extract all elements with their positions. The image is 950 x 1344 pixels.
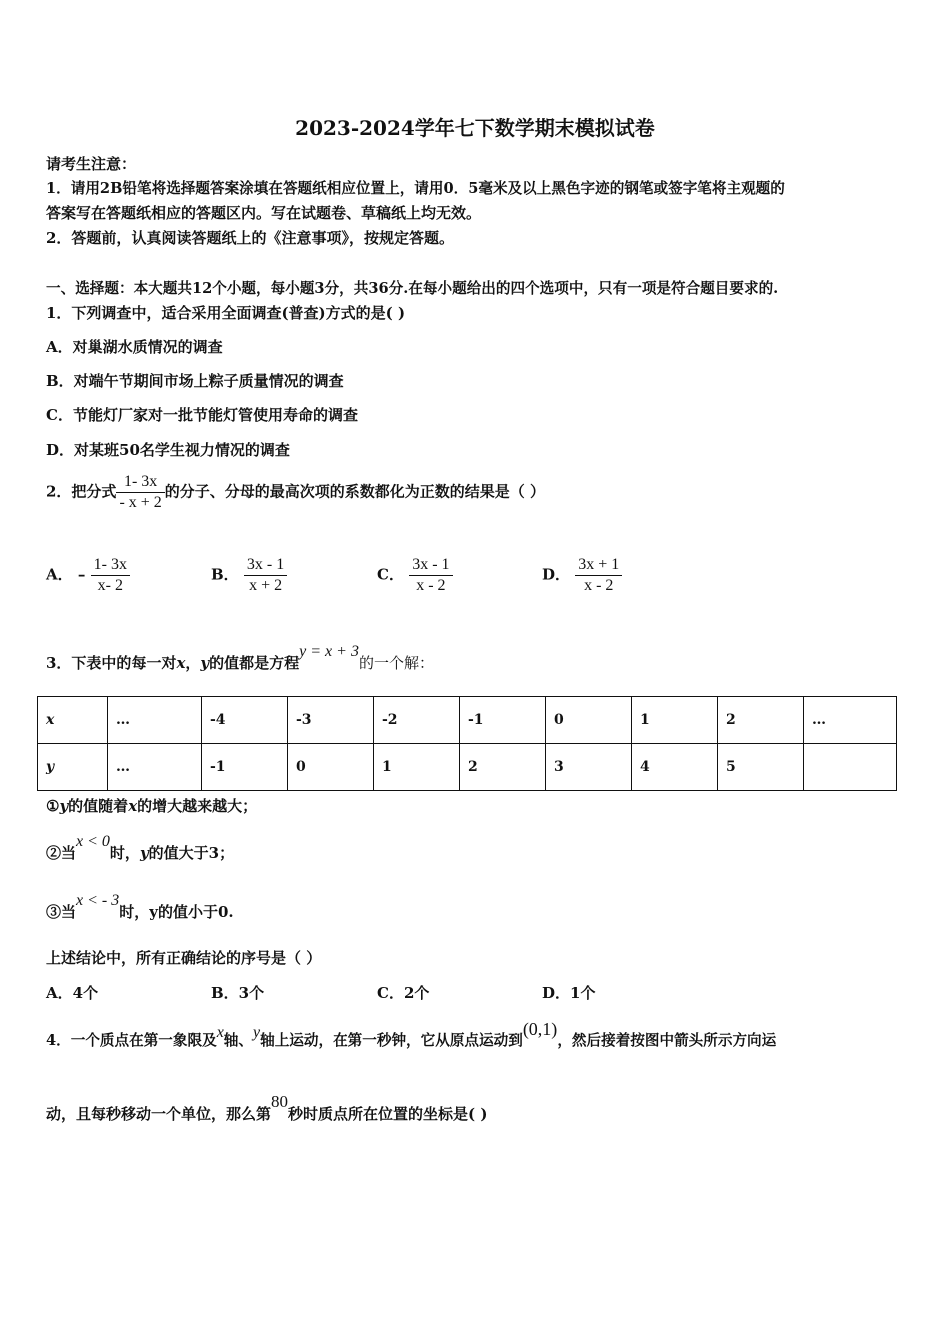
notice-line-3: 2．答题前，认真阅读答题纸上的《注意事项》，按规定答题。 bbox=[46, 229, 454, 247]
q4-axis-2: 轴上运动，在第一秒钟，它从原点运动到 bbox=[260, 1032, 523, 1049]
q3-statement-1 bbox=[46, 795, 257, 816]
table-cell bbox=[804, 744, 897, 791]
table-cell: 1 bbox=[632, 697, 718, 744]
q4-stem-pre: 4．一个质点在第一象限及 bbox=[46, 1032, 217, 1049]
q3-option-b: B．3个 bbox=[211, 984, 265, 1002]
q2-option-c-numerator: 3x - 1 bbox=[412, 556, 450, 573]
q3-statement-2-post: 的值大于3； bbox=[148, 844, 235, 862]
q3-statement-3-post: 时，y的值小于0. bbox=[119, 903, 234, 921]
q4-line-2-post: 秒时质点所在位置的坐标是( ) bbox=[288, 1105, 488, 1123]
q3-stem-pre: 3．下表中的每一对 bbox=[46, 654, 177, 672]
q1-option-b: B．对端午节期间市场上粽子质量情况的调查 bbox=[46, 372, 344, 390]
q4-stem-line-1 bbox=[46, 1019, 777, 1050]
q2-option-b bbox=[211, 555, 287, 596]
page-title: 2023-2024学年七下数学期末模拟试卷 bbox=[295, 116, 655, 140]
table-cell: 5 bbox=[718, 744, 804, 791]
table-cell: 0 bbox=[546, 697, 632, 744]
q2-option-d bbox=[542, 555, 622, 596]
q2-option-c bbox=[377, 555, 453, 596]
q4-x: x bbox=[216, 1024, 224, 1041]
q2-option-b-fraction bbox=[244, 555, 287, 596]
q2-option-c-label: C． bbox=[377, 565, 404, 584]
q2-option-c-fraction bbox=[409, 555, 452, 596]
q2-option-d-denominator: x - 2 bbox=[575, 575, 622, 596]
q3-var-x: x bbox=[176, 654, 186, 672]
table-cell: 1 bbox=[374, 744, 460, 791]
q2-option-a-denominator: x- 2 bbox=[91, 575, 130, 596]
table-cell: … bbox=[108, 697, 202, 744]
table-cell: -2 bbox=[374, 697, 460, 744]
q1-option-a: A．对巢湖水质情况的调查 bbox=[46, 338, 223, 356]
table-cell: 2 bbox=[460, 744, 546, 791]
table-cell: … bbox=[804, 697, 897, 744]
table-cell: x bbox=[38, 697, 108, 744]
q4-stem-line-2 bbox=[46, 1092, 488, 1124]
q3-statement-2-mid: 时， bbox=[109, 844, 140, 862]
q4-point: (0,1) bbox=[522, 1019, 558, 1039]
q1-option-c: C．节能灯厂家对一批节能灯管使用寿命的调查 bbox=[46, 406, 358, 424]
q3-statement-3 bbox=[46, 892, 234, 922]
q4-y: y bbox=[253, 1024, 261, 1041]
q1-option-d: D．对某班50名学生视力情况的调查 bbox=[46, 441, 290, 459]
q3-statement-3-pre: ③当 bbox=[46, 903, 77, 921]
q3-statement-1-post: 的增大越来越大； bbox=[137, 797, 258, 815]
q2-option-a-label: A． bbox=[46, 565, 73, 584]
q3-statement-1-number: ① bbox=[46, 797, 60, 815]
table-cell: 0 bbox=[288, 744, 374, 791]
table-cell: … bbox=[108, 744, 202, 791]
table-cell: 3 bbox=[546, 744, 632, 791]
table-cell: 4 bbox=[632, 744, 718, 791]
q2-stem-pre: 2．把分式 bbox=[46, 482, 117, 501]
q3-value-table bbox=[37, 696, 897, 791]
q2-option-d-fraction bbox=[575, 555, 622, 596]
table-cell: -4 bbox=[202, 697, 288, 744]
q3-stem bbox=[46, 643, 434, 673]
table-cell: -3 bbox=[288, 697, 374, 744]
q3-statement-1-x: x bbox=[128, 797, 138, 815]
q3-stem-mid: 的值都是方程 bbox=[209, 654, 300, 672]
q2-fraction bbox=[116, 472, 164, 513]
q2-option-a-sign: – bbox=[77, 565, 86, 584]
table-cell: -1 bbox=[460, 697, 546, 744]
q3-var-y: y bbox=[200, 654, 210, 672]
notice-line-2: 答案写在答题纸相应的答题区内。写在试题卷、草稿纸上均无效。 bbox=[46, 204, 482, 222]
q2-option-a-numerator: 1- 3x bbox=[93, 556, 127, 573]
q3-option-d: D．1个 bbox=[542, 984, 596, 1002]
q3-comma: ， bbox=[185, 654, 201, 672]
q2-stem bbox=[46, 472, 545, 513]
q2-stem-post: 的分子、分母的最高次项的系数都化为正数的结果是（ ） bbox=[164, 482, 546, 501]
q3-equation: y = x + 3 bbox=[299, 643, 359, 660]
q2-option-b-numerator: 3x - 1 bbox=[246, 556, 285, 573]
table-row-y bbox=[38, 744, 897, 791]
q3-stem-post: 的一个解： bbox=[358, 654, 434, 672]
notice-header: 请考生注意： bbox=[46, 155, 137, 173]
q2-option-a-fraction bbox=[91, 555, 130, 596]
q3-question: 上述结论中，所有正确结论的序号是（ ） bbox=[46, 949, 322, 967]
section-1-header: 一、选择题：本大题共12个小题，每小题3分，共36分.在每小题给出的四个选项中，只有一项是符合题目要求的. bbox=[46, 280, 779, 297]
table-cell: 2 bbox=[718, 697, 804, 744]
q2-option-b-denominator: x + 2 bbox=[244, 575, 287, 596]
q2-option-d-label: D． bbox=[542, 565, 571, 584]
q3-option-c: C．2个 bbox=[377, 984, 430, 1002]
q3-statement-1-mid: 的值随着 bbox=[68, 797, 129, 815]
q4-axis-1: 轴、 bbox=[223, 1032, 253, 1049]
notice-line-1: 1．请用2B铅笔将选择题答案涂填在答题纸相应位置上，请用0．5毫米及以上黑色字迹的钢笔或签字笔将主观题的 bbox=[46, 180, 785, 197]
q4-seconds: 80 bbox=[271, 1092, 289, 1111]
table-cell: y bbox=[38, 744, 108, 791]
q3-option-a: A．4个 bbox=[46, 984, 99, 1002]
q4-line-2-pre: 动，且每秒移动一个单位，那么第 bbox=[46, 1105, 272, 1123]
q2-option-d-numerator: 3x + 1 bbox=[578, 556, 620, 573]
q2-option-b-label: B． bbox=[211, 565, 239, 584]
table-row-x bbox=[38, 697, 897, 744]
q3-statement-2-condition: x < 0 bbox=[76, 833, 110, 850]
q1-stem: 1．下列调查中，适合采用全面调查(普查)方式的是( ) bbox=[46, 304, 406, 322]
q3-statement-1-y: y bbox=[59, 797, 69, 815]
q2-option-c-denominator: x - 2 bbox=[409, 575, 452, 596]
q3-statement-3-condition: x < - 3 bbox=[76, 892, 120, 909]
q4-stem-post: ，然后接着按图中箭头所示方向运 bbox=[557, 1032, 777, 1049]
table-cell: -1 bbox=[202, 744, 288, 791]
q3-statement-2 bbox=[46, 833, 235, 863]
q2-fraction-numerator: 1- 3x bbox=[123, 473, 158, 490]
q2-fraction-denominator: - x + 2 bbox=[116, 492, 164, 513]
q2-option-a bbox=[46, 555, 130, 596]
q3-statement-2-y: y bbox=[139, 844, 149, 862]
q3-statement-2-pre: ②当 bbox=[46, 844, 77, 862]
